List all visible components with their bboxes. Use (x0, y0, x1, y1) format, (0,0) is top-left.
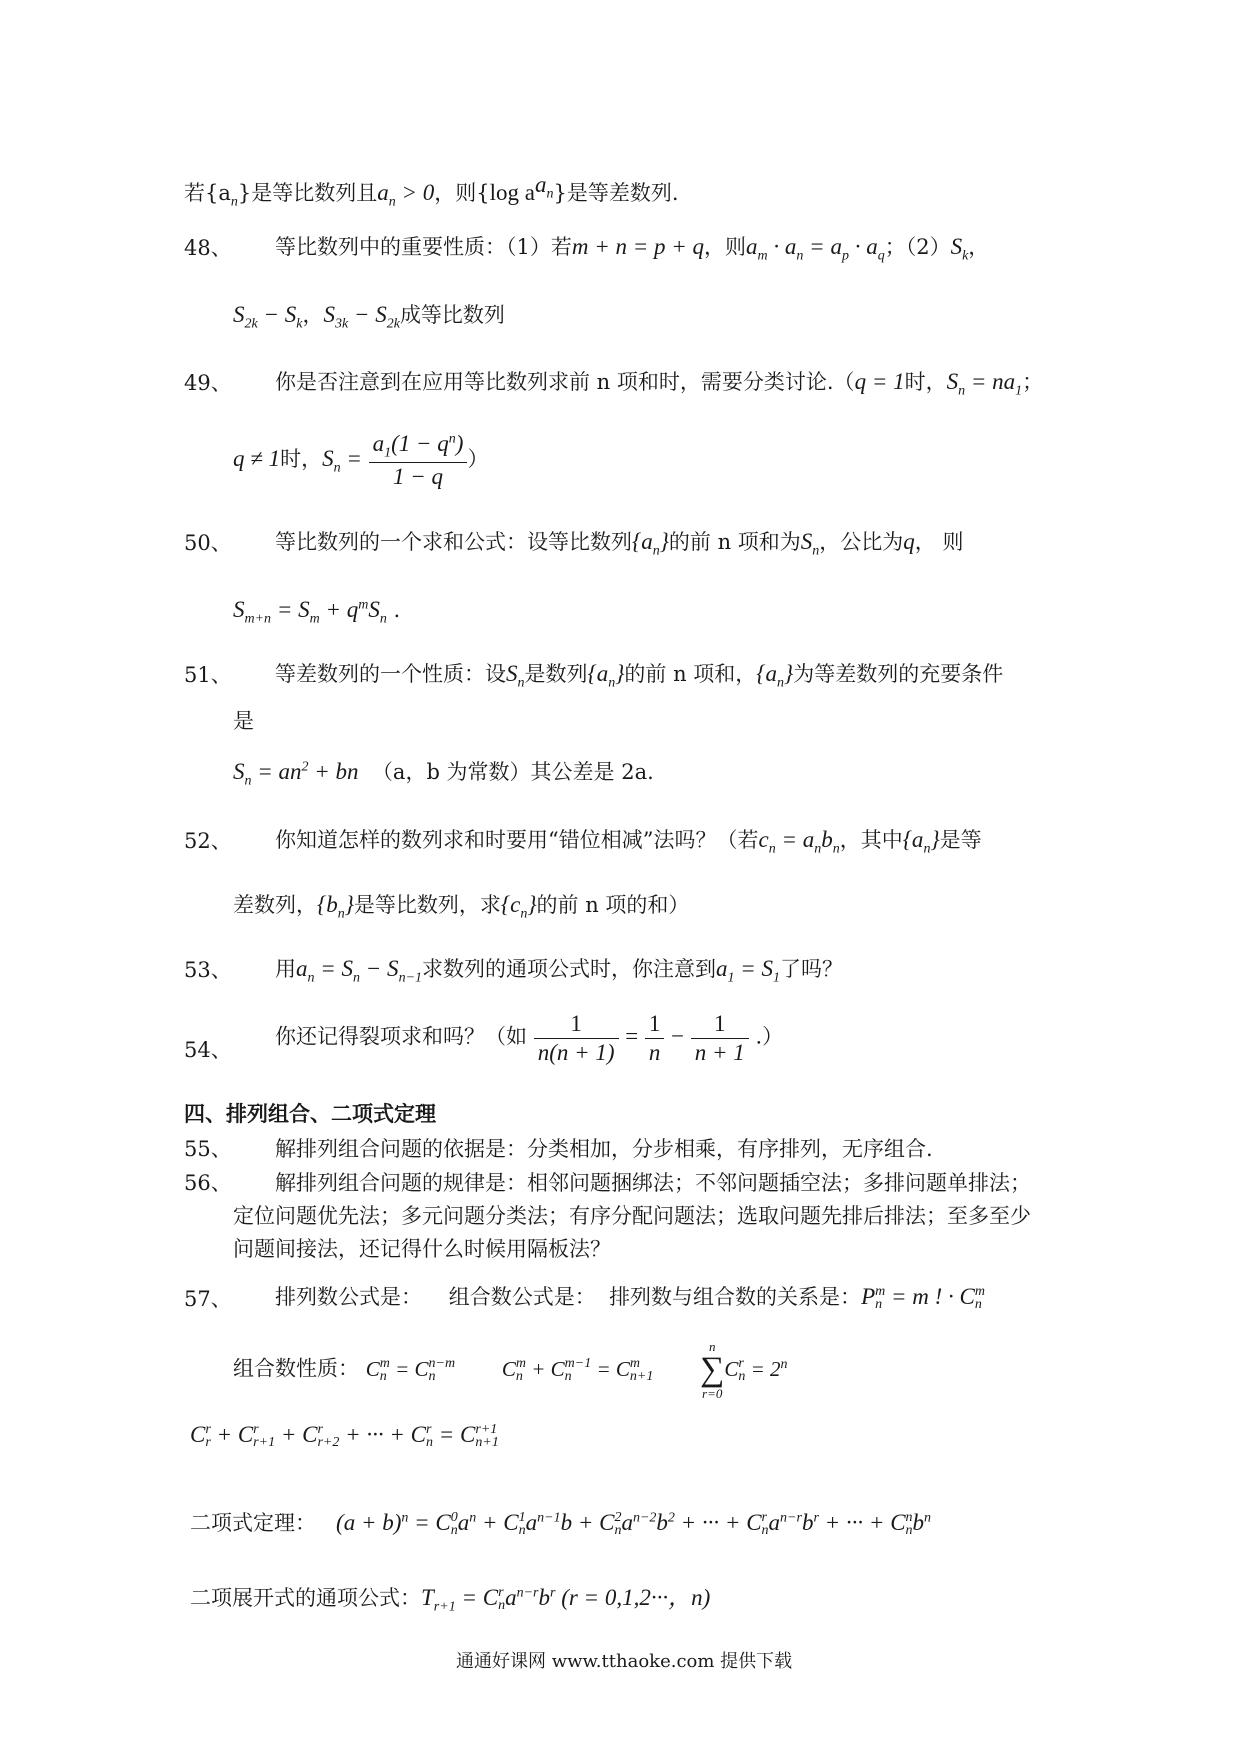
item-number-52: 52、 (184, 829, 232, 853)
item-57-line1: 排列数公式是： 组合数公式是： 排列数与组合数的关系是：P m n = m ! · C m n (275, 1284, 986, 1312)
general-term-formula: 二项展开式的通项公式：$T_{r+1} = C$ r n $a^{n-r}b^r$ (r = 0,1,2···，n) (190, 1585, 711, 1615)
item-56-line2: 定位问题优先法；多元问题分类法；有序分配问题法；选取问题先排后排法；至多至少 (233, 1204, 1031, 1228)
item-number-55: 55、 (184, 1137, 232, 1161)
item-number-50: 50、 (184, 531, 232, 555)
item-52-line2: 差数列，$\{b_n\}$是等比数列，求$\{c_n\}$的前 n 项的和） (233, 892, 690, 922)
item-57-hockey-stick: C r r + C r r+1 + C r r+2 + ··· + C r n = C r+1 n+1 (190, 1422, 499, 1450)
item-number-57: 57、 (184, 1287, 232, 1311)
item-number-49: 49、 (184, 371, 232, 395)
item-53-line1: 用$a_n = S_n - S_{n-1}$求数列的通项公式时，你注意到$a_1 = S_1$了吗？ (275, 956, 844, 986)
summation-symbol: n ∑ r=0 (700, 1339, 725, 1401)
item-49-line2: q ≠ 1时，$S_n$ = $\frac{a_1(1 - q^n)}{1 - q}$ ） (233, 431, 489, 490)
item-51-line3: $S_n = an^2$ + bn （a，b 为常数）其公差是 2a. (233, 759, 654, 789)
item-48-line1: 等比数列中的重要性质：（1）若m + n = p + q，则$a_m \cdot a_n = a_p \cdot a_q$；$(2)S_k$， (275, 234, 990, 264)
item-48-line2: $S_{2k} - S_k$，$S_{3k} - S_{2k}$成等比数列 (233, 302, 505, 332)
item-55-line1: 解排列组合问题的依据是：分类相加，分步相乘，有序排列，无序组合. (275, 1137, 933, 1161)
binomial-theorem: 二项式定理： $(a + b)^n = C$ 0 n $a^n + C$ 1 n $a^{n-1}b + C$ 2 n $a^{n-2}b^2$ + ··· + C r n $a^{n-r}b^r$ + ··· + C n n $b^n$ (190, 1510, 932, 1538)
page-footer: 通通好课网 www.tthaoke.com 提供下载 (456, 1651, 793, 1672)
fraction-telescoping: $\frac{1}{n(n + 1)}$ (534, 1010, 619, 1066)
item-number-51: 51、 (184, 663, 232, 687)
item-56-line1: 解排列组合问题的规律是：相邻问题捆绑法；不邻问题插空法；多排问题单排法； (275, 1171, 1031, 1195)
item-49-line1: 你是否注意到在应用等比数列求前 n 项和时，需要分类讨论.（q = 1时，$S_n = na_1$； (275, 369, 1044, 399)
item-52-line1: 你知道怎样的数列求和时要用“错位相减”法吗？（若$c_n = a_nb_n$，其中$\{a_n\}$是等 (275, 827, 982, 857)
item-50-line2: $S_{m+n} = S_m + q^mS_n$ . (233, 597, 401, 627)
item-54-line1: 你还记得裂项求和吗？（如 $\frac{1}{n(n + 1)}$ = $\frac{1}{n}$ − $\frac{1}{n + 1}$ .） (275, 1011, 784, 1065)
item-number-56: 56、 (184, 1171, 232, 1195)
item-number-53: 53、 (184, 958, 232, 982)
item-56-line3: 问题间接法，还记得什么时候用隔板法？ (233, 1237, 611, 1261)
item-51-line2: 是 (233, 709, 254, 733)
line-47-continued: 若$\{a_n\}$是等比数列且$a_n > 0$，则{log $a^{a_n}$}是等差数列. (184, 172, 679, 210)
item-number-48: 48、 (184, 236, 232, 260)
section-heading-combinatorics: 四、排列组合、二项式定理 (184, 1101, 436, 1126)
fraction-geometric-sum: $\frac{a_1(1 - q^n)}{1 - q}$ (369, 430, 468, 491)
item-57-combination-properties: 组合数性质： C m n = C n−m n C m n + C m−1 n = C m n+1 n ∑ r=0 C r n = $2^n$ (233, 1339, 788, 1401)
item-50-line1: 等比数列的一个求和公式：设等比数列$\{a_n\}$的前 n 项和为$S_n$，公比为q， 则 (275, 529, 964, 559)
item-51-line1: 等差数列的一个性质：设$S_n$是数列$\{a_n\}$的前 n 项和，$\{a_n\}$为等差数列的充要条件 (275, 661, 1004, 691)
item-number-54: 54、 (184, 1038, 232, 1062)
